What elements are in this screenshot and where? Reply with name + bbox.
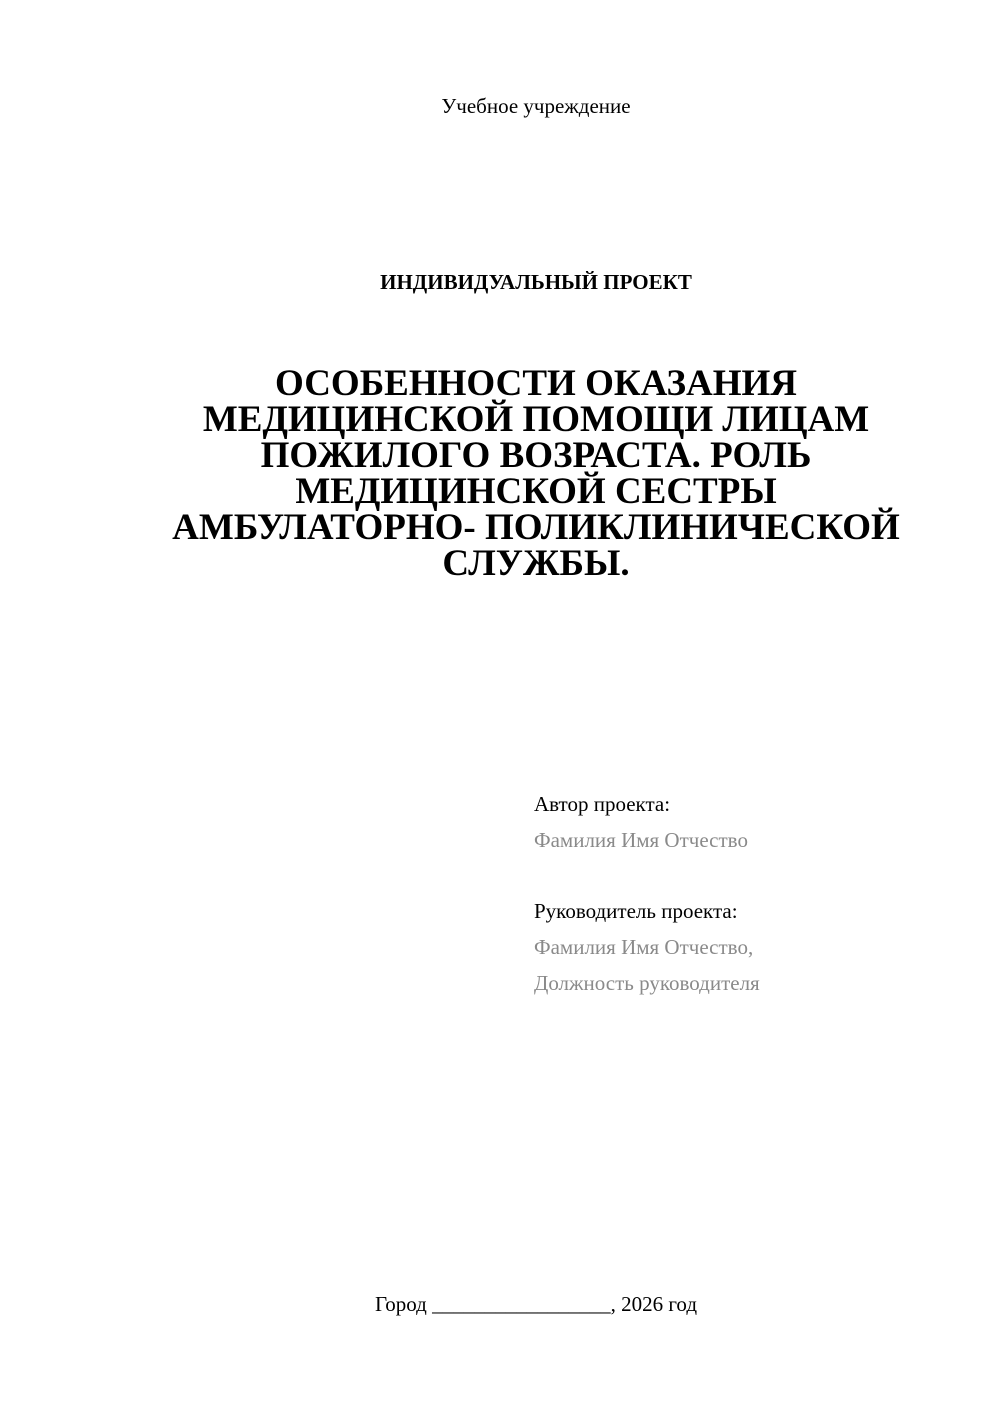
title-line: ПОЖИЛОГО ВОЗРАСТА. РОЛЬ [260, 435, 812, 476]
author-label: Автор проекта: [534, 792, 671, 816]
project-title [140, 363, 932, 584]
institution-name: Учебное учреждение [441, 94, 631, 118]
title-line: АМБУЛАТОРНО- ПОЛИКЛИНИЧЕСКОЙ [172, 507, 900, 548]
supervisor-label: Руководитель проекта: [534, 899, 738, 923]
title-line: МЕДИЦИНСКОЙ СЕСТРЫ [295, 471, 777, 512]
document-type: ИНДИВИДУАЛЬНЫЙ ПРОЕКТ [380, 270, 692, 294]
title-line: СЛУЖБЫ. [442, 543, 630, 584]
author-block [534, 786, 748, 858]
supervisor-block [534, 893, 760, 1001]
supervisor-name-placeholder: Фамилия Имя Отчество, [534, 935, 754, 959]
author-name-placeholder: Фамилия Имя Отчество [534, 828, 748, 852]
city-year-line: Город _________________, 2026 год [374, 1292, 698, 1316]
supervisor-position-placeholder: Должность руководителя [534, 971, 760, 995]
title-line: ОСОБЕННОСТИ ОКАЗАНИЯ [274, 363, 798, 404]
title-line: МЕДИЦИНСКОЙ ПОМОЩИ ЛИЦАМ [202, 399, 870, 440]
